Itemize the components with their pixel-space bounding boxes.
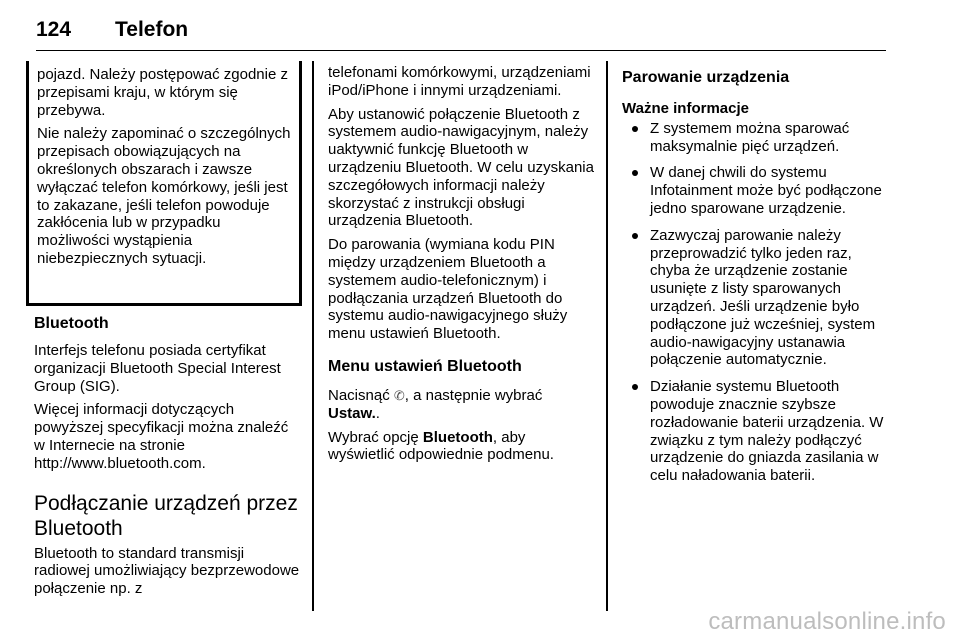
list-item: W danej chwili do systemu Infotainment może być podłączone jedno sparowane urządzenie. <box>622 164 890 217</box>
menu-item-settings: Ustaw. <box>328 404 376 422</box>
list-item: Zazwyczaj parowanie należy przeprowadzić tylko jeden raz, chyba że urządzenie zostanie usunięte z listy sparowanych urządzeń. Jeśli urządzenie było podłączone już wcześniej, system audio-nawigacyjny ustanawia połączenie automatycznie. <box>622 227 890 369</box>
subheading-important: Ważne informacje <box>622 100 749 117</box>
paragraph: Do parowania (wymiana kodu PIN między urządzeniem Bluetooth a systemem audio-telefonicznym) i podłączania urządzeń Bluetooth do systemu audio-nawigacyjnego służy menu ustawień Bluetooth. <box>328 236 568 343</box>
watermark: carmanualsonline.info <box>708 608 946 635</box>
column-3-text <box>622 68 890 494</box>
section-heading-bluetooth: Bluetooth <box>34 315 109 332</box>
info-list <box>622 120 890 485</box>
section-heading-menu: Menu ustawień Bluetooth <box>328 357 522 375</box>
list-item: Z systemem można sparować maksymalnie pięć urządzeń. <box>622 120 890 156</box>
paragraph: Bluetooth to standard transmisji radiowej umożliwiający bezprzewodowe połączenie np. z <box>34 544 300 598</box>
phone-icon: ✆ <box>393 387 405 403</box>
column-1-text <box>34 314 302 604</box>
page-header <box>36 8 886 51</box>
column-divider <box>606 61 608 611</box>
section-heading-pairing: Parowanie urządzenia <box>622 69 790 86</box>
menu-item-bluetooth: Bluetooth <box>422 428 493 446</box>
paragraph: Aby ustanowić połączenie Bluetooth z systemem audio-nawigacyjnym, należy uaktywnić funkcję Bluetooth w urządzeniu Bluetooth. W celu uzyskania szczegółowych informacji należy skorzystać z instrukcji obsługi urządzenia Bluetooth. <box>328 105 594 230</box>
column-divider <box>312 61 314 611</box>
column-2-text <box>328 64 596 470</box>
paragraph: Interfejs telefonu posiada certyfikat organizacji Bluetooth Special Interest Group (SIG). <box>34 342 281 395</box>
paragraph: telefonami komórkowymi, urządzeniami iPod/iPhone i innymi urządzeniami. <box>328 64 591 99</box>
warning-paragraph: pojazd. Należy postępować zgodnie z przepisami kraju, w którym się przebywa. <box>37 66 288 119</box>
paragraph-select-bluetooth: Wybrać opcję Bluetooth, aby wyświetlić odpowiednie podmenu. <box>328 428 554 464</box>
warning-box <box>26 61 302 306</box>
paragraph: Więcej informacji dotyczących powyższej specyfikacji można znaleźć w Internecie na stronie http://www.bluetooth.com. <box>34 401 289 472</box>
page-number: 124 <box>36 18 72 41</box>
section-heading-connect: Podłączanie urządzeń przez Bluetooth <box>34 491 298 540</box>
list-item: Działanie systemu Bluetooth powoduje znacznie szybsze rozładowanie baterii urządzenia. W związku z tym należy podłączyć urządzenie do gniazda zasilania w celu naładowania baterii. <box>622 378 890 485</box>
chapter-title: Telefon <box>115 18 189 41</box>
paragraph-press-phone: Nacisnąć ✆, a następnie wybrać Ustaw.. <box>328 386 543 422</box>
warning-paragraph: Nie należy zapominać o szczególnych przepisach obowiązujących na określonych obszarach i zawsze wyłączać telefon komórkowy, jeśli jest to zakazane, jeśli telefon powoduje zakłócenia lub w przypadku możliwości wystąpienia niebezpiecznych sytuacji. <box>37 125 291 267</box>
